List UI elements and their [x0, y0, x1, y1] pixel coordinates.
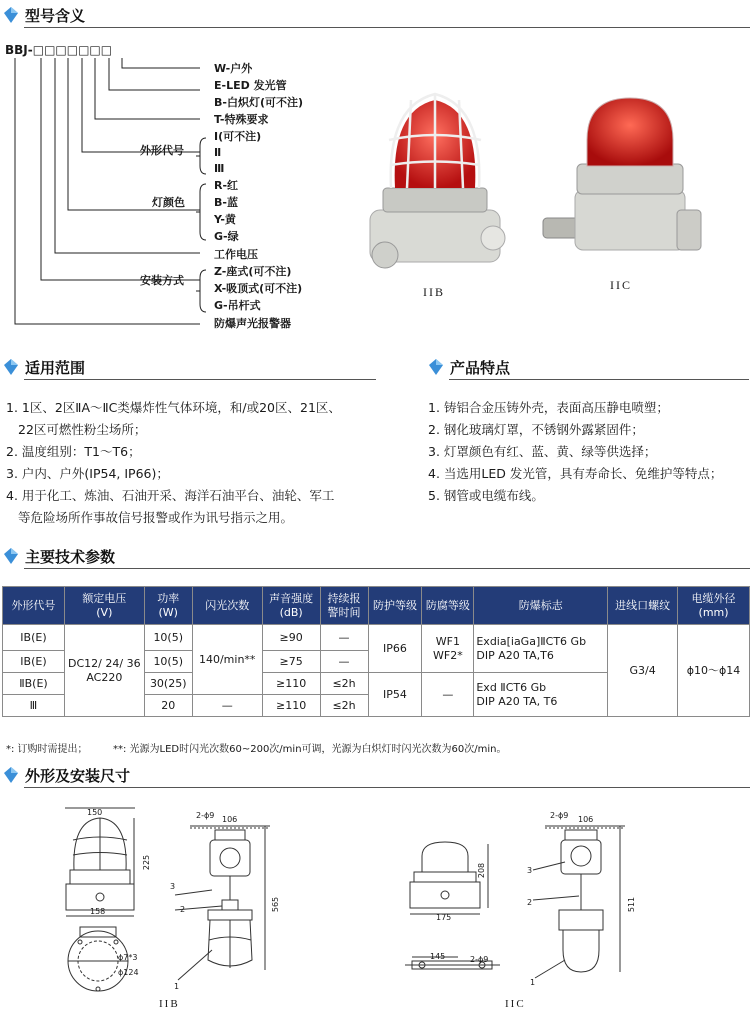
cell-power: 10(5)	[144, 651, 192, 673]
cell-ex-mark: Exd ⅡCT6 Gb DIP A20 TA, T6	[474, 673, 608, 717]
model-code-prefix: BBJ-□□□□□□□	[5, 43, 113, 57]
code-label: W-户外	[214, 62, 253, 75]
code-label: G-吊杆式	[214, 299, 261, 312]
code-label: B-蓝	[214, 196, 238, 209]
spec-table	[2, 586, 750, 717]
cell-db: ≥110	[262, 673, 320, 695]
code-label: B-白炽灯(可不注)	[214, 96, 304, 109]
part-label: 2	[180, 905, 186, 914]
section-title: 适用范围	[25, 358, 86, 377]
code-label: Y-黄	[214, 213, 236, 226]
drawing-caption-iib: IIB	[159, 998, 180, 1010]
cell-power: 10(5)	[144, 625, 192, 651]
dim-label: 225	[142, 854, 152, 871]
list-item: 2. 温度组别：T1～T6；	[6, 444, 141, 459]
cell-cable: ϕ10～ϕ14	[678, 625, 750, 717]
cell-flash: 140/min**	[192, 625, 262, 695]
divider	[449, 379, 749, 380]
code-label: Ⅱ	[214, 146, 222, 159]
list-item: 4. 用于化工、炼油、石油开采、海洋石油平台、油轮、军工	[6, 488, 335, 503]
cell-thread: G3/4	[608, 625, 678, 717]
column-header: 防爆标志	[474, 587, 608, 625]
section-header-scope	[0, 352, 380, 382]
section-header-params	[0, 541, 750, 571]
cell-code: ⅡB(E)	[3, 673, 65, 695]
dim-label: ϕ7*3	[118, 953, 138, 962]
drawing-iic-front	[400, 840, 500, 920]
cell-corrosion: WF1 WF2*	[422, 625, 474, 673]
section-title: 产品特点	[450, 358, 511, 377]
list-item: 4. 当选用LED 发光管，具有寿命长、免维护等特点；	[428, 466, 723, 481]
photo-caption-iib: IIB	[423, 285, 445, 299]
dim-label: ϕ124	[118, 968, 139, 977]
features-list	[428, 397, 722, 507]
cell-db: ≥90	[262, 625, 320, 651]
cell-power: 20	[144, 695, 192, 717]
code-label: Z-座式(可不注)	[214, 265, 292, 278]
drawing-iib-front	[60, 800, 140, 920]
cell-code: Ⅲ	[3, 695, 65, 717]
divider	[24, 27, 750, 28]
dim-label: 511	[627, 896, 637, 913]
code-label: G-绿	[214, 230, 239, 243]
dim-label: 106	[578, 815, 594, 824]
list-item: 1. 铸铝合金压铸外壳，表面高压静电喷塑；	[428, 400, 669, 415]
column-header: 防护等级	[368, 587, 422, 625]
diamond-icon	[3, 358, 19, 376]
column-header: 外形代号	[3, 587, 65, 625]
code-label: Ⅰ(可不注)	[214, 130, 262, 143]
photo-caption-iic: IIC	[610, 278, 632, 292]
dim-label: 175	[436, 913, 452, 922]
section-title: 主要技术参数	[25, 547, 116, 566]
column-header: 电缆外径 (mm)	[678, 587, 750, 625]
list-item: 3. 灯罩颜色有红、蓝、黄、绿等供选择；	[428, 444, 657, 459]
code-label: 防爆声光报警器	[214, 317, 291, 330]
section-title: 型号含义	[25, 6, 86, 25]
product-photo-iic	[535, 90, 715, 270]
cell-ip: IP66	[368, 625, 422, 673]
code-label: E-LED 发光管	[214, 79, 287, 92]
divider	[24, 568, 750, 569]
drawing-iib-pendant	[170, 800, 280, 990]
product-photo-iib	[355, 70, 515, 280]
column-header: 持续报 警时间	[320, 587, 368, 625]
drawing-iic-pendant	[525, 800, 635, 990]
cell-time: —	[320, 651, 368, 673]
cell-db: ≥75	[262, 651, 320, 673]
table-header-row	[3, 587, 750, 625]
drawing-iib-plan	[60, 925, 145, 1000]
diamond-icon	[3, 547, 19, 565]
dim-label: 145	[430, 952, 446, 961]
divider	[24, 787, 750, 788]
part-label: 1	[174, 982, 180, 991]
column-header: 进线口螺纹	[608, 587, 678, 625]
dim-label: 2-ϕ9	[196, 811, 215, 820]
group-label: 外形代号	[140, 144, 184, 157]
cell-time: —	[320, 625, 368, 651]
list-item: 2. 钢化玻璃灯罩，不锈钢外露紧固件；	[428, 422, 644, 437]
list-item: 22区可燃性粉尘场所；	[18, 422, 147, 437]
diamond-icon	[3, 6, 19, 24]
section-title: 外形及安装尺寸	[25, 766, 131, 785]
cell-time: ≤2h	[320, 695, 368, 717]
table-footnote: *: 订购时需提出； **: 光源为LED时闪光次数60~200次/min可调，光源为白炽灯时闪光次数为60次/min。	[6, 744, 507, 755]
group-label: 灯颜色	[152, 196, 185, 209]
column-header: 功率 (W)	[144, 587, 192, 625]
code-label: T-特殊要求	[214, 113, 269, 126]
bracket	[196, 268, 208, 314]
table-row	[3, 625, 750, 651]
code-label: 工作电压	[214, 248, 258, 261]
cell-voltage: DC12/ 24/ 36 AC220	[64, 625, 144, 717]
part-label: 3	[527, 866, 533, 875]
divider	[24, 379, 376, 380]
cell-ex-mark: Exdia[iaGa]ⅡCT6 Gb DIP A20 TA,T6	[474, 625, 608, 673]
diamond-icon	[428, 358, 444, 376]
code-label: X-吸顶式(可不注)	[214, 282, 303, 295]
drawing-caption-iic: IIC	[505, 998, 526, 1010]
diamond-icon	[3, 766, 19, 784]
part-label: 3	[170, 882, 176, 891]
column-header: 防腐等级	[422, 587, 474, 625]
list-item: 等危险场所作事故信号报警或作为讯号指示之用。	[18, 510, 294, 525]
list-item: 5. 钢管或电缆布线。	[428, 488, 544, 503]
cell-db: ≥110	[262, 695, 320, 717]
column-header: 声音强度 (dB)	[262, 587, 320, 625]
column-header: 额定电压 (V)	[64, 587, 144, 625]
dim-label: 208	[477, 862, 487, 879]
dim-label: 106	[222, 815, 238, 824]
section-header-dims	[0, 760, 750, 790]
list-item: 1. 1区、2区ⅡA～ⅡC类爆炸性气体环境，和/或20区、21区、	[6, 400, 341, 415]
section-header-features	[425, 352, 750, 382]
cell-corrosion: —	[422, 673, 474, 717]
list-item: 3. 户内、户外(IP54, IP66)；	[6, 466, 169, 481]
section-header-model	[0, 0, 750, 30]
dim-label: 2-ϕ9	[550, 811, 569, 820]
cell-code: ⅠB(E)	[3, 651, 65, 673]
bracket	[196, 136, 208, 176]
dim-label: 565	[271, 896, 281, 913]
dim-label: 150	[87, 808, 103, 817]
bracket	[196, 182, 208, 242]
drawing-iic-plan	[400, 935, 510, 985]
part-label: 1	[530, 978, 536, 987]
cell-flash: —	[192, 695, 262, 717]
column-header: 闪光次数	[192, 587, 262, 625]
cell-ip: IP54	[368, 673, 422, 717]
cell-power: 30(25)	[144, 673, 192, 695]
cell-code: ⅠB(E)	[3, 625, 65, 651]
cell-time: ≤2h	[320, 673, 368, 695]
scope-list	[6, 397, 341, 529]
part-label: 2	[527, 898, 533, 907]
group-label: 安装方式	[140, 274, 184, 287]
dim-label: 2-ϕ9	[470, 955, 489, 964]
code-label: Ⅲ	[214, 162, 225, 175]
dim-label: 158	[90, 907, 106, 916]
code-label: R-红	[214, 179, 239, 192]
